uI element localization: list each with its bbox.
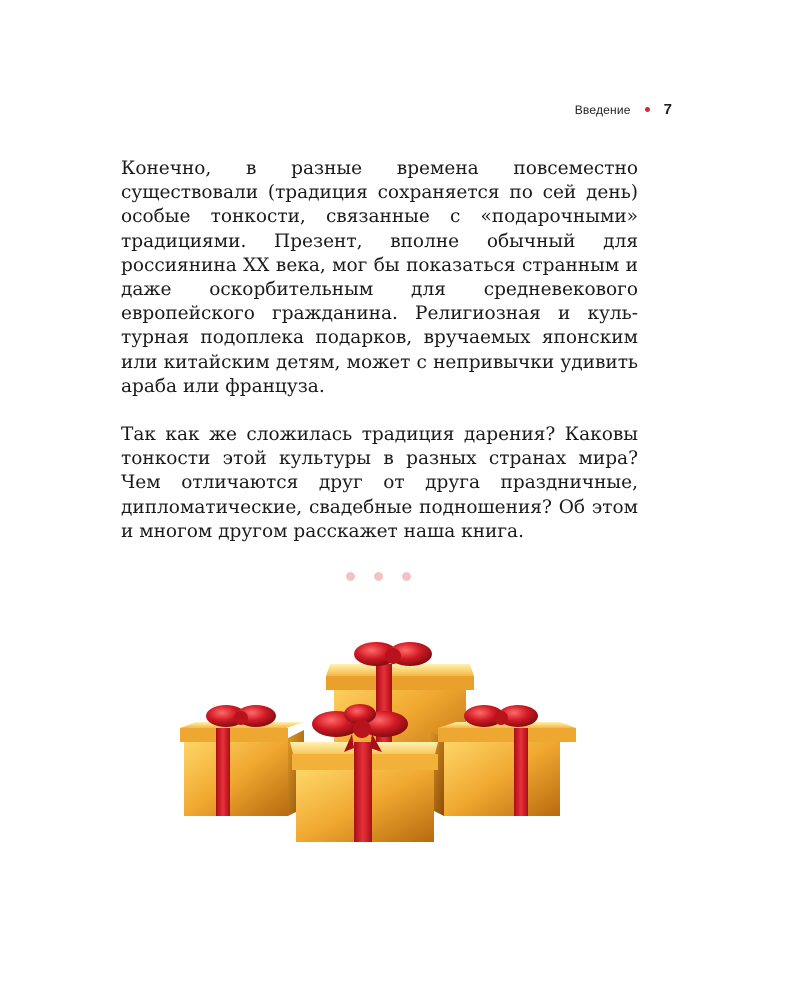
paragraph-2: Так как же сложилась традиция дарения? Каковы тонкости этой культуры в разных странах мира? Чем отличаются друг от друга праздничные, дипломатические, свадебные подношения? Об этом и многом другом расскажет наша книга. [121,424,638,542]
separator-dot-icon [402,572,411,581]
running-header [575,101,672,118]
page-number: 7 [663,101,672,118]
section-separator [346,572,411,581]
separator-dot-icon [346,572,355,581]
paragraph-1: Конечно, в разные времена повсеместно существовали (традиция сохраняется по сей день) особые тонкости, связанные с «подарочными» традициями. Презент, вполне обычный для россиянина XX века, мог бы показаться странным и даже оскорбительным для средневекового европейского гражданина. Религиозная и культурная подоплека подарков, вручаемых японским или китайским детям, может с непривычки удивить араба или француза. [121,158,638,397]
body-text [121,157,638,568]
gift-boxes-illustration [176,630,586,860]
section-title: Введение [574,102,631,117]
header-bullet-icon [645,107,650,112]
separator-dot-icon [374,572,383,581]
gift-box-left [180,705,304,816]
